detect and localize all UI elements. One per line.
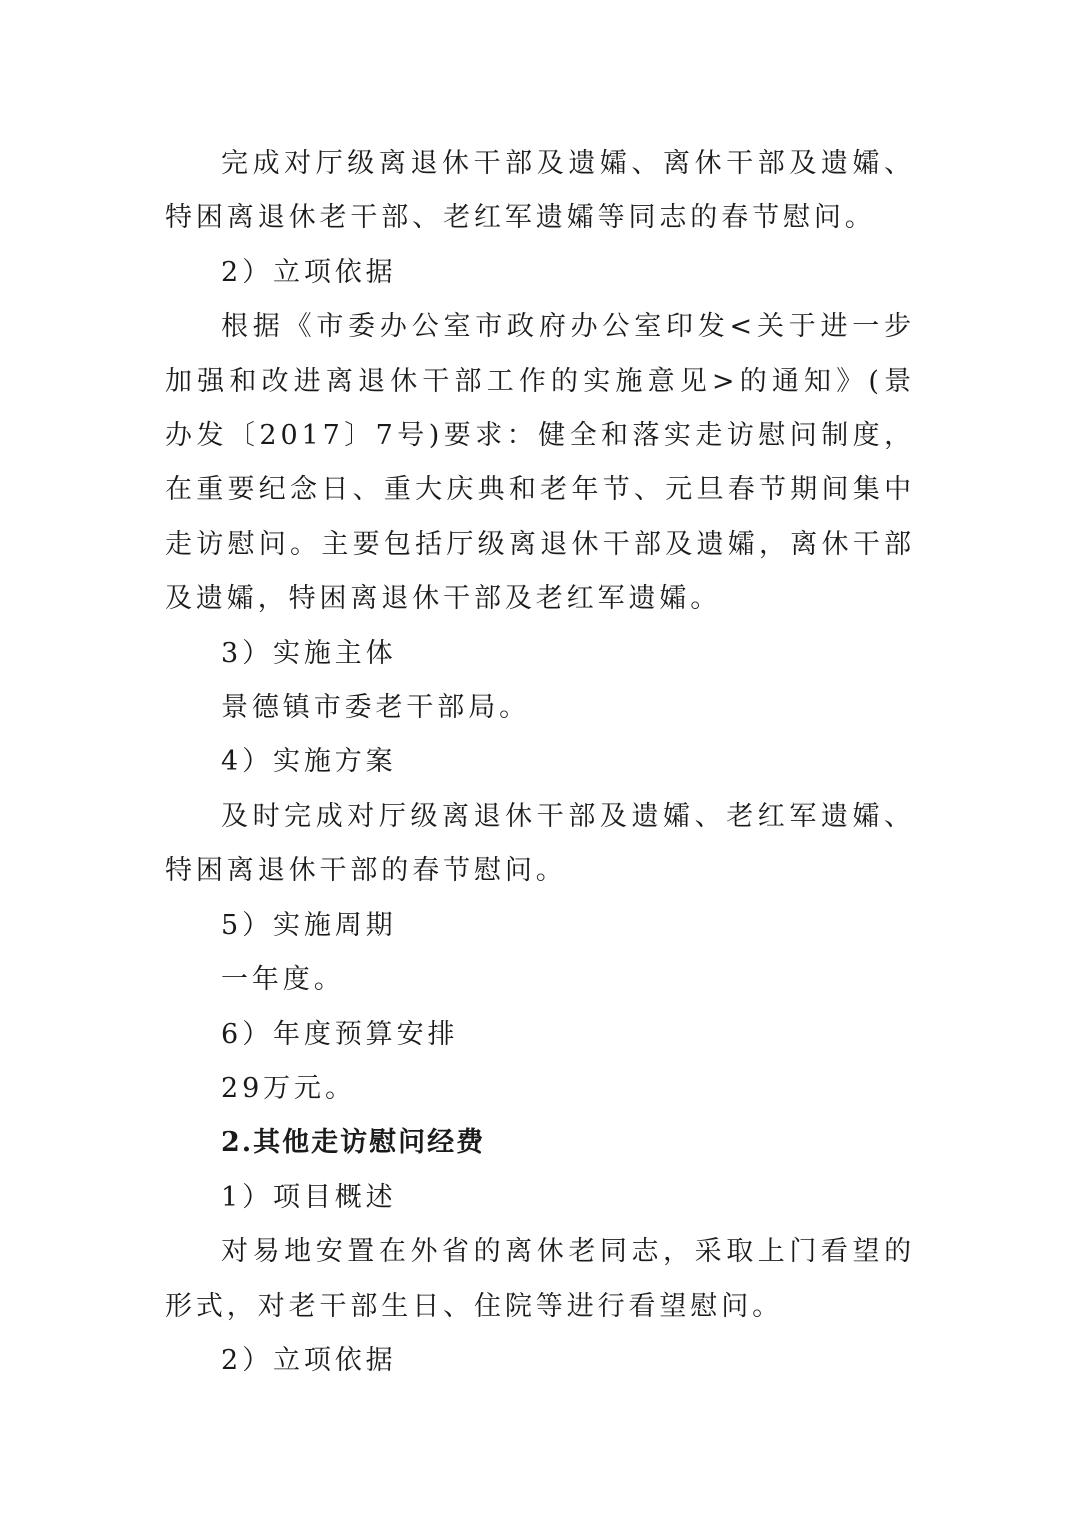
heading-basis-2: 2）立项依据 <box>221 1344 397 1376</box>
paragraph-implementer-text: 景德镇市委老干部局。 <box>221 692 530 724</box>
heading-basis: 2）立项依据 <box>221 256 397 288</box>
heading-budget: 6）年度预算安排 <box>221 1018 459 1050</box>
paragraph-basis-text: 根据《市委办公室市政府办公室印发<关于进一步加强和改进离退休干部工作的实施意见>的通知》(景办发〔2017〕7号)要求：健全和落实走访慰问制度，在重要纪念日、重大庆典和老年节、元旦春节期间集中走访慰问。主要包括厅级离退休干部及遗孀，离休干部及遗孀，特困离退休干部及老红军遗孀。 <box>165 311 915 615</box>
document-page <box>165 137 915 1388</box>
paragraph-plan-text: 及时完成对厅级离退休干部及遗孀、老红军遗孀、特困离退休干部的春节慰问。 <box>165 800 915 887</box>
heading-period: 5）实施周期 <box>221 909 397 941</box>
paragraph-overview-text: 对易地安置在外省的离休老同志，采取上门看望的形式，对老干部生日、住院等进行看望慰问。 <box>165 1236 915 1322</box>
section-heading-other-visits: 2.其他走访慰问经费 <box>221 1127 486 1159</box>
paragraph-budget-text: 29万元。 <box>221 1072 356 1104</box>
paragraph-summary-text: 完成对厅级离退休干部及遗孀、离休干部及遗孀、特困离退休老干部、老红军遗孀等同志的春节慰问。 <box>165 148 915 234</box>
heading-overview: 1）项目概述 <box>221 1181 397 1213</box>
heading-plan: 4）实施方案 <box>221 746 397 778</box>
heading-implementer: 3）实施主体 <box>221 637 397 669</box>
paragraph-period-text: 一年度。 <box>221 964 345 996</box>
